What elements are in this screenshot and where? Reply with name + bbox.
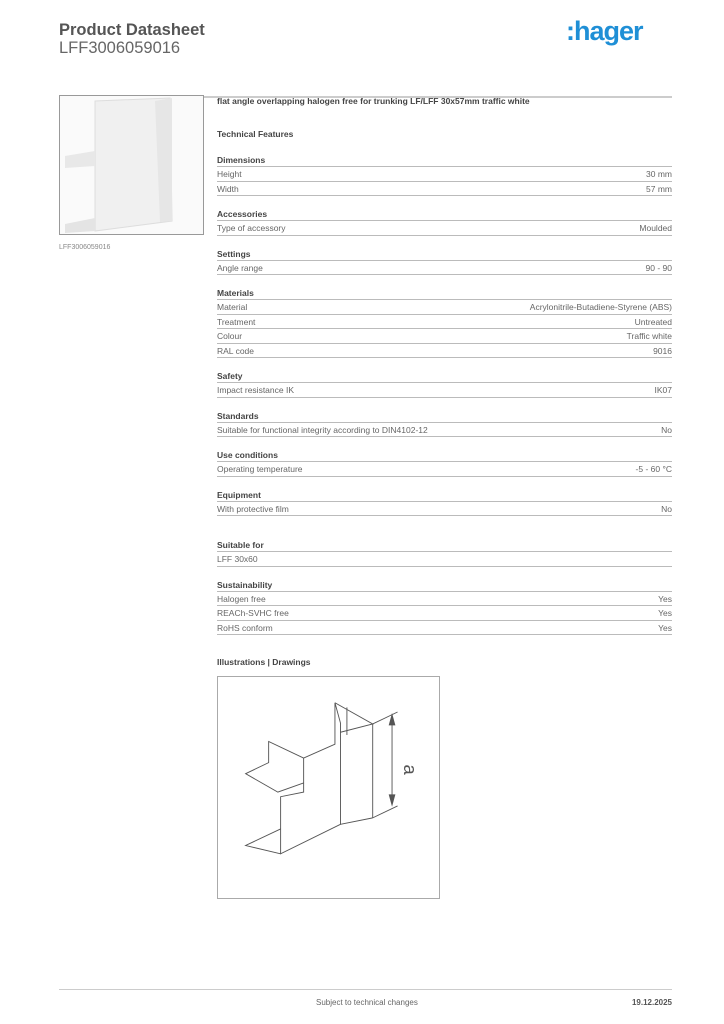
spec-value: 90 - 90 [645,262,672,273]
spec-label: Colour [217,331,243,341]
hager-logo: :hager [566,16,643,46]
section-heading: Safety [217,369,672,383]
spec-label: LFF 30x60 [217,554,258,564]
spec-row [217,329,672,344]
section-settings [217,247,672,276]
spec-row [217,300,672,315]
spec-label: Material [217,302,248,312]
spec-value: -5 - 60 °C [635,464,672,474]
section-heading: Suitable for [217,538,672,552]
spec-row [217,423,672,438]
section-heading: Accessories [217,207,672,221]
section-heading: Sustainability [217,578,672,592]
spec-label: RAL code [217,345,255,356]
spec-value: Yes [658,593,672,604]
footer-date: 19.12.2025 [631,998,672,1007]
spec-label: RoHS conform [217,622,273,633]
spec-value: Traffic white [626,331,672,341]
spec-value: 57 mm [646,183,672,194]
section-sustainability [217,578,672,636]
section-heading: Equipment [217,488,672,502]
spec-row [217,462,672,477]
spec-row [217,261,672,276]
spec-value: No [661,503,672,514]
spec-label: Operating temperature [217,464,303,474]
footer-divider [59,989,672,990]
section-suitable-for [217,538,672,567]
section-accessories [217,207,672,236]
spec-row [217,315,672,330]
product-code: LFF3006059016 [59,39,181,57]
spec-row [217,221,672,236]
section-safety [217,369,672,398]
section-materials [217,286,672,358]
spec-row [217,592,672,607]
spec-value: No [661,424,672,435]
product-description: flat angle overlapping halogen free for trunking LF/LFF 30x57mm traffic white [217,96,530,106]
spec-row [217,606,672,621]
spec-row [217,167,672,182]
spec-label: Width [217,183,239,194]
spec-label: Treatment [217,316,256,327]
spec-value: 30 mm [646,169,672,179]
product-image-caption: LFF3006059016 [59,244,111,251]
page-title: Product Datasheet [59,21,205,39]
spec-value: Yes [658,608,672,618]
spec-label: Halogen free [217,593,266,604]
section-equipment [217,488,672,517]
section-heading: Dimensions [217,153,672,167]
spec-label: REACh-SVHC free [217,608,289,618]
spec-row [217,621,672,636]
spec-label: Height [217,169,242,179]
footer-note: Subject to technical changes [316,998,418,1007]
spec-row [217,344,672,359]
spec-label: Suitable for functional integrity according to DIN4102-12 [217,424,428,435]
section-heading: Use conditions [217,448,672,462]
spec-row [217,383,672,398]
spec-label: Angle range [217,262,263,273]
section-heading: Settings [217,247,672,261]
spec-label: With protective film [217,503,289,514]
dimension-label: a [400,764,422,775]
spec-row [217,502,672,517]
spec-label: Type of accessory [217,223,286,233]
spec-value: Untreated [634,316,672,327]
product-image [59,95,204,235]
section-heading: Materials [217,286,672,300]
spec-row [217,552,672,567]
section-heading: Standards [217,409,672,423]
section-standards [217,409,672,438]
technical-drawing [217,676,440,899]
spec-label: Impact resistance IK [217,385,295,395]
section-use-conditions [217,448,672,477]
spec-value: Moulded [639,223,672,233]
section-dimensions [217,153,672,196]
spec-row [217,182,672,197]
spec-value: Acrylonitrile-Butadiene-Styrene (ABS) [529,302,672,312]
spec-value: Yes [658,622,672,633]
illustrations-heading: Illustrations | Drawings [217,657,311,667]
spec-value: IK07 [654,385,672,395]
technical-content [217,96,672,667]
technical-features-heading: Technical Features [217,129,294,139]
spec-value: 9016 [653,345,672,356]
